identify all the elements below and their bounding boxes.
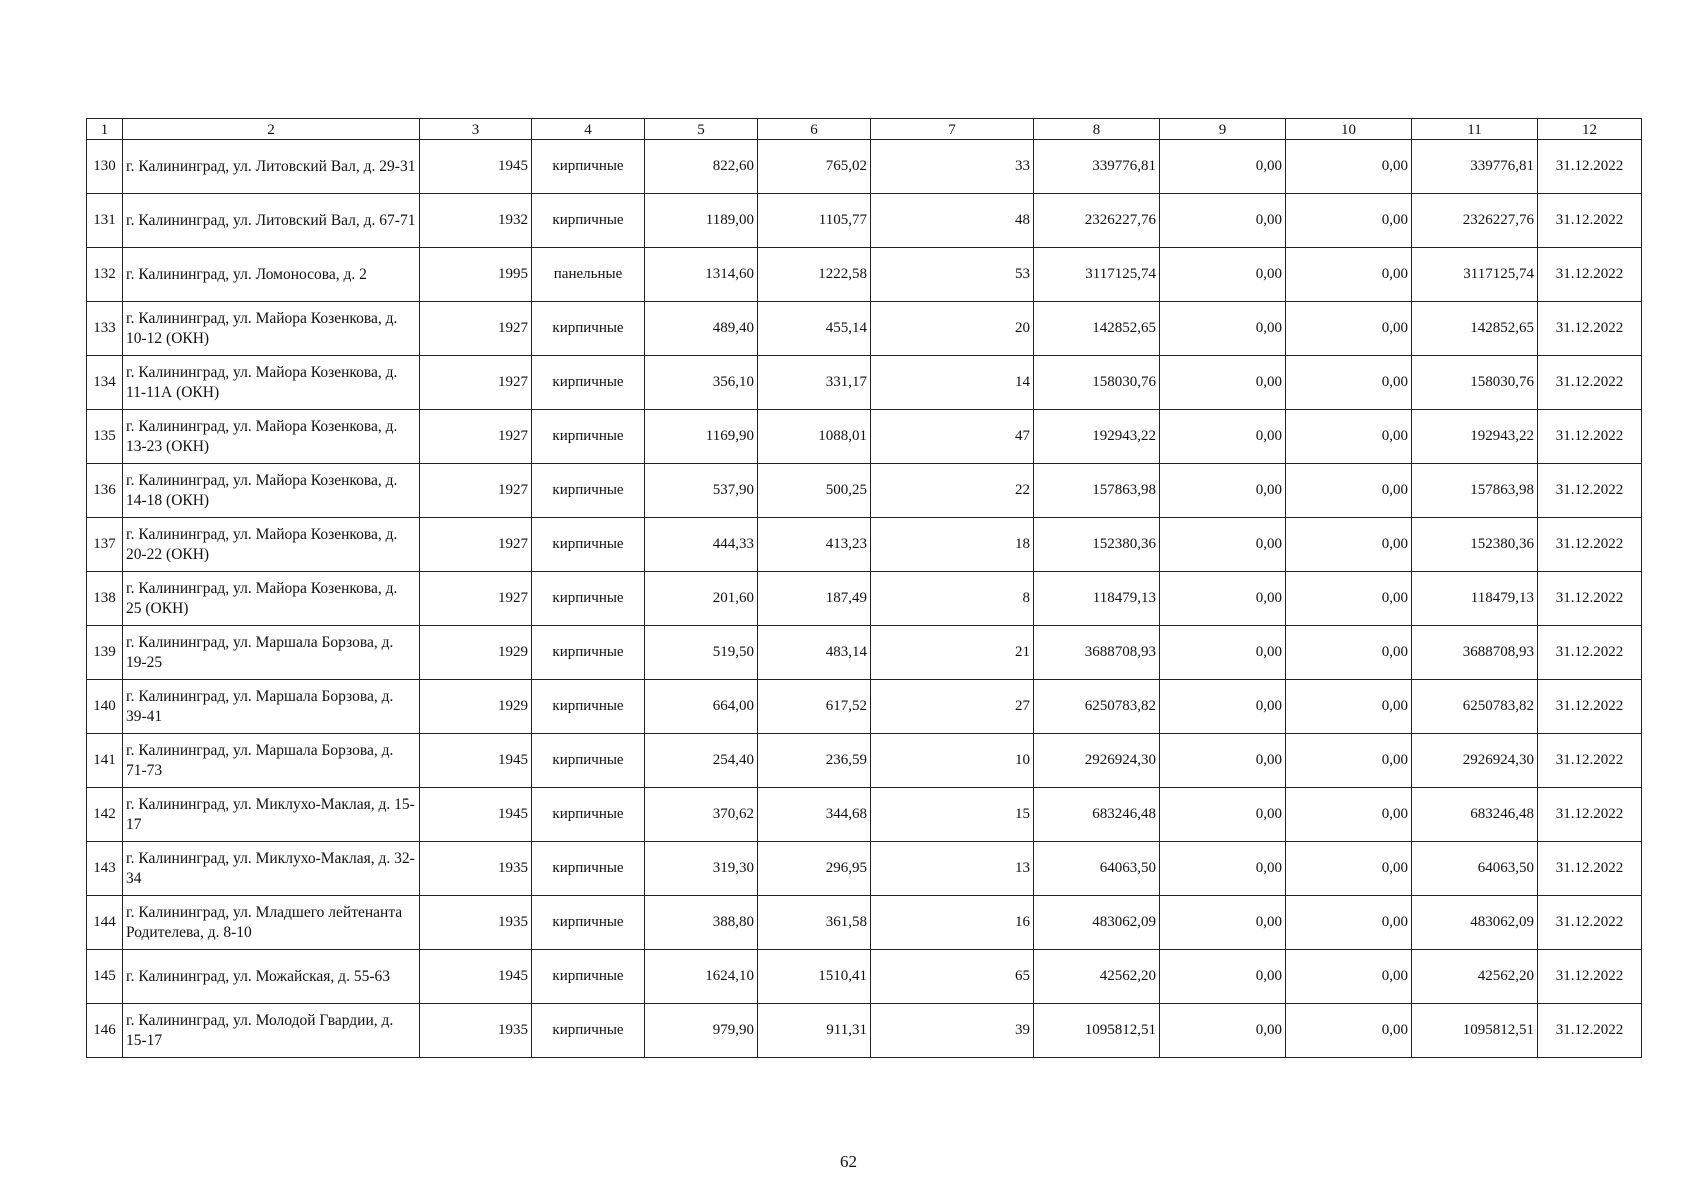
- cell-value-col-11: 142852,65: [1412, 302, 1538, 356]
- cell-row-number: 144: [87, 896, 123, 950]
- column-header-10: 10: [1286, 119, 1412, 140]
- cell-value-col-10: 0,00: [1286, 950, 1412, 1004]
- cell-value-col-10: 0,00: [1286, 572, 1412, 626]
- cell-residents: 16: [871, 896, 1034, 950]
- cell-wall-material: кирпичные: [532, 1004, 645, 1058]
- cell-row-number: 137: [87, 518, 123, 572]
- cell-total-area: 370,62: [645, 788, 758, 842]
- cell-total-area: 822,60: [645, 140, 758, 194]
- cell-wall-material: кирпичные: [532, 572, 645, 626]
- cell-address: г. Калининград, ул. Маршала Борзова, д. 19-25: [123, 626, 420, 680]
- cell-value-col-9: 0,00: [1160, 356, 1286, 410]
- cell-living-area: 911,31: [758, 1004, 871, 1058]
- cell-total-cost: 152380,36: [1034, 518, 1160, 572]
- cell-living-area: 1222,58: [758, 248, 871, 302]
- cell-row-number: 139: [87, 626, 123, 680]
- cell-value-col-9: 0,00: [1160, 194, 1286, 248]
- cell-residents: 18: [871, 518, 1034, 572]
- cell-year-built: 1945: [420, 140, 532, 194]
- cell-value-col-9: 0,00: [1160, 788, 1286, 842]
- cell-deadline-date: 31.12.2022: [1538, 896, 1642, 950]
- cell-deadline-date: 31.12.2022: [1538, 1004, 1642, 1058]
- cell-row-number: 145: [87, 950, 123, 1004]
- cell-year-built: 1929: [420, 680, 532, 734]
- cell-year-built: 1927: [420, 302, 532, 356]
- cell-residents: 8: [871, 572, 1034, 626]
- cell-address: г. Калининград, ул. Миклухо-Маклая, д. 15-17: [123, 788, 420, 842]
- cell-residents: 15: [871, 788, 1034, 842]
- cell-deadline-date: 31.12.2022: [1538, 518, 1642, 572]
- table-row: [87, 518, 1642, 572]
- cell-deadline-date: 31.12.2022: [1538, 356, 1642, 410]
- cell-living-area: 765,02: [758, 140, 871, 194]
- housing-registry-table: [86, 118, 1642, 1058]
- cell-total-cost: 6250783,82: [1034, 680, 1160, 734]
- cell-address: г. Калининград, ул. Майора Козенкова, д. 10-12 (ОКН): [123, 302, 420, 356]
- cell-value-col-9: 0,00: [1160, 302, 1286, 356]
- cell-value-col-10: 0,00: [1286, 788, 1412, 842]
- cell-residents: 27: [871, 680, 1034, 734]
- cell-total-cost: 42562,20: [1034, 950, 1160, 1004]
- cell-total-area: 356,10: [645, 356, 758, 410]
- table-row: [87, 572, 1642, 626]
- cell-year-built: 1935: [420, 896, 532, 950]
- cell-value-col-9: 0,00: [1160, 950, 1286, 1004]
- cell-total-area: 519,50: [645, 626, 758, 680]
- cell-total-cost: 339776,81: [1034, 140, 1160, 194]
- cell-total-cost: 483062,09: [1034, 896, 1160, 950]
- cell-value-col-11: 3688708,93: [1412, 626, 1538, 680]
- cell-value-col-11: 42562,20: [1412, 950, 1538, 1004]
- cell-value-col-10: 0,00: [1286, 194, 1412, 248]
- cell-value-col-9: 0,00: [1160, 896, 1286, 950]
- cell-year-built: 1927: [420, 410, 532, 464]
- cell-residents: 10: [871, 734, 1034, 788]
- cell-total-cost: 1095812,51: [1034, 1004, 1160, 1058]
- cell-value-col-10: 0,00: [1286, 248, 1412, 302]
- cell-value-col-9: 0,00: [1160, 140, 1286, 194]
- cell-total-area: 489,40: [645, 302, 758, 356]
- cell-total-area: 201,60: [645, 572, 758, 626]
- cell-deadline-date: 31.12.2022: [1538, 572, 1642, 626]
- cell-value-col-10: 0,00: [1286, 140, 1412, 194]
- cell-year-built: 1927: [420, 464, 532, 518]
- cell-residents: 14: [871, 356, 1034, 410]
- cell-total-cost: 118479,13: [1034, 572, 1160, 626]
- cell-deadline-date: 31.12.2022: [1538, 626, 1642, 680]
- table-row: [87, 626, 1642, 680]
- cell-value-col-11: 64063,50: [1412, 842, 1538, 896]
- cell-row-number: 133: [87, 302, 123, 356]
- cell-total-cost: 157863,98: [1034, 464, 1160, 518]
- cell-living-area: 617,52: [758, 680, 871, 734]
- cell-address: г. Калининград, ул. Молодой Гвардии, д. 15-17: [123, 1004, 420, 1058]
- cell-total-cost: 64063,50: [1034, 842, 1160, 896]
- cell-total-cost: 2326227,76: [1034, 194, 1160, 248]
- column-header-8: 8: [1034, 119, 1160, 140]
- table-row: [87, 464, 1642, 518]
- cell-row-number: 146: [87, 1004, 123, 1058]
- cell-wall-material: кирпичные: [532, 626, 645, 680]
- cell-value-col-9: 0,00: [1160, 410, 1286, 464]
- cell-value-col-11: 192943,22: [1412, 410, 1538, 464]
- column-header-9: 9: [1160, 119, 1286, 140]
- cell-total-area: 664,00: [645, 680, 758, 734]
- cell-residents: 47: [871, 410, 1034, 464]
- cell-address: г. Калининград, ул. Литовский Вал, д. 67-71: [123, 194, 420, 248]
- cell-year-built: 1935: [420, 842, 532, 896]
- cell-residents: 39: [871, 1004, 1034, 1058]
- column-header-2: 2: [123, 119, 420, 140]
- cell-living-area: 344,68: [758, 788, 871, 842]
- cell-row-number: 138: [87, 572, 123, 626]
- cell-deadline-date: 31.12.2022: [1538, 842, 1642, 896]
- cell-living-area: 455,14: [758, 302, 871, 356]
- cell-deadline-date: 31.12.2022: [1538, 734, 1642, 788]
- column-header-12: 12: [1538, 119, 1642, 140]
- cell-living-area: 296,95: [758, 842, 871, 896]
- cell-address: г. Калининград, ул. Можайская, д. 55-63: [123, 950, 420, 1004]
- cell-value-col-11: 2326227,76: [1412, 194, 1538, 248]
- cell-wall-material: кирпичные: [532, 680, 645, 734]
- cell-residents: 53: [871, 248, 1034, 302]
- cell-value-col-11: 2926924,30: [1412, 734, 1538, 788]
- cell-value-col-9: 0,00: [1160, 572, 1286, 626]
- cell-total-cost: 3117125,74: [1034, 248, 1160, 302]
- cell-address: г. Калининград, ул. Майора Козенкова, д. 14-18 (ОКН): [123, 464, 420, 518]
- cell-residents: 22: [871, 464, 1034, 518]
- cell-address: г. Калининград, ул. Майора Козенкова, д. 11-11А (ОКН): [123, 356, 420, 410]
- cell-row-number: 132: [87, 248, 123, 302]
- cell-value-col-11: 6250783,82: [1412, 680, 1538, 734]
- table-row: [87, 356, 1642, 410]
- cell-row-number: 135: [87, 410, 123, 464]
- cell-residents: 65: [871, 950, 1034, 1004]
- cell-deadline-date: 31.12.2022: [1538, 410, 1642, 464]
- column-header-1: 1: [87, 119, 123, 140]
- cell-value-col-11: 3117125,74: [1412, 248, 1538, 302]
- cell-value-col-9: 0,00: [1160, 734, 1286, 788]
- cell-year-built: 1927: [420, 356, 532, 410]
- cell-total-area: 1169,90: [645, 410, 758, 464]
- cell-residents: 33: [871, 140, 1034, 194]
- cell-total-area: 1189,00: [645, 194, 758, 248]
- column-number-header-row: [87, 119, 1642, 140]
- cell-year-built: 1927: [420, 518, 532, 572]
- cell-wall-material: кирпичные: [532, 734, 645, 788]
- cell-value-col-10: 0,00: [1286, 302, 1412, 356]
- document-sheet: [86, 118, 1641, 1058]
- cell-living-area: 236,59: [758, 734, 871, 788]
- cell-wall-material: кирпичные: [532, 518, 645, 572]
- cell-value-col-10: 0,00: [1286, 734, 1412, 788]
- cell-row-number: 136: [87, 464, 123, 518]
- cell-total-area: 1314,60: [645, 248, 758, 302]
- cell-living-area: 187,49: [758, 572, 871, 626]
- cell-total-area: 537,90: [645, 464, 758, 518]
- cell-residents: 13: [871, 842, 1034, 896]
- cell-value-col-11: 118479,13: [1412, 572, 1538, 626]
- cell-value-col-10: 0,00: [1286, 410, 1412, 464]
- cell-value-col-9: 0,00: [1160, 1004, 1286, 1058]
- cell-total-area: 1624,10: [645, 950, 758, 1004]
- cell-year-built: 1929: [420, 626, 532, 680]
- cell-year-built: 1945: [420, 950, 532, 1004]
- cell-total-cost: 683246,48: [1034, 788, 1160, 842]
- cell-address: г. Калининград, ул. Ломоносова, д. 2: [123, 248, 420, 302]
- cell-address: г. Калининград, ул. Младшего лейтенанта Родителева, д. 8-10: [123, 896, 420, 950]
- cell-deadline-date: 31.12.2022: [1538, 140, 1642, 194]
- table-row: [87, 1004, 1642, 1058]
- table-row: [87, 788, 1642, 842]
- cell-value-col-9: 0,00: [1160, 248, 1286, 302]
- cell-address: г. Калининград, ул. Майора Козенкова, д. 13-23 (ОКН): [123, 410, 420, 464]
- cell-wall-material: кирпичные: [532, 302, 645, 356]
- column-header-4: 4: [532, 119, 645, 140]
- cell-year-built: 1945: [420, 788, 532, 842]
- table-row: [87, 896, 1642, 950]
- cell-address: г. Калининград, ул. Литовский Вал, д. 29-31: [123, 140, 420, 194]
- cell-living-area: 413,23: [758, 518, 871, 572]
- cell-total-area: 388,80: [645, 896, 758, 950]
- column-header-6: 6: [758, 119, 871, 140]
- cell-address: г. Калининград, ул. Майора Козенкова, д. 20-22 (ОКН): [123, 518, 420, 572]
- table-row: [87, 302, 1642, 356]
- table-row: [87, 194, 1642, 248]
- cell-total-cost: 158030,76: [1034, 356, 1160, 410]
- table-row: [87, 410, 1642, 464]
- cell-total-cost: 3688708,93: [1034, 626, 1160, 680]
- cell-deadline-date: 31.12.2022: [1538, 464, 1642, 518]
- cell-wall-material: кирпичные: [532, 896, 645, 950]
- cell-wall-material: кирпичные: [532, 842, 645, 896]
- cell-value-col-11: 1095812,51: [1412, 1004, 1538, 1058]
- table-row: [87, 842, 1642, 896]
- cell-year-built: 1932: [420, 194, 532, 248]
- cell-address: г. Калининград, ул. Маршала Борзова, д. 39-41: [123, 680, 420, 734]
- column-header-3: 3: [420, 119, 532, 140]
- cell-value-col-10: 0,00: [1286, 842, 1412, 896]
- cell-value-col-10: 0,00: [1286, 1004, 1412, 1058]
- cell-total-cost: 2926924,30: [1034, 734, 1160, 788]
- page-number: 62: [840, 1152, 857, 1171]
- table-row: [87, 680, 1642, 734]
- cell-wall-material: кирпичные: [532, 356, 645, 410]
- cell-year-built: 1935: [420, 1004, 532, 1058]
- cell-deadline-date: 31.12.2022: [1538, 302, 1642, 356]
- cell-wall-material: кирпичные: [532, 410, 645, 464]
- cell-value-col-9: 0,00: [1160, 842, 1286, 896]
- cell-deadline-date: 31.12.2022: [1538, 194, 1642, 248]
- cell-total-cost: 192943,22: [1034, 410, 1160, 464]
- cell-deadline-date: 31.12.2022: [1538, 788, 1642, 842]
- cell-deadline-date: 31.12.2022: [1538, 680, 1642, 734]
- cell-deadline-date: 31.12.2022: [1538, 950, 1642, 1004]
- cell-value-col-10: 0,00: [1286, 680, 1412, 734]
- cell-residents: 21: [871, 626, 1034, 680]
- cell-value-col-11: 339776,81: [1412, 140, 1538, 194]
- cell-wall-material: кирпичные: [532, 140, 645, 194]
- cell-year-built: 1927: [420, 572, 532, 626]
- cell-living-area: 361,58: [758, 896, 871, 950]
- cell-living-area: 1088,01: [758, 410, 871, 464]
- cell-row-number: 143: [87, 842, 123, 896]
- cell-value-col-11: 483062,09: [1412, 896, 1538, 950]
- cell-value-col-9: 0,00: [1160, 680, 1286, 734]
- cell-value-col-11: 152380,36: [1412, 518, 1538, 572]
- cell-value-col-10: 0,00: [1286, 464, 1412, 518]
- cell-value-col-10: 0,00: [1286, 626, 1412, 680]
- cell-total-cost: 142852,65: [1034, 302, 1160, 356]
- cell-value-col-9: 0,00: [1160, 518, 1286, 572]
- cell-value-col-9: 0,00: [1160, 626, 1286, 680]
- cell-residents: 48: [871, 194, 1034, 248]
- cell-year-built: 1945: [420, 734, 532, 788]
- cell-wall-material: кирпичные: [532, 950, 645, 1004]
- column-header-11: 11: [1412, 119, 1538, 140]
- cell-value-col-11: 683246,48: [1412, 788, 1538, 842]
- table-row: [87, 140, 1642, 194]
- cell-value-col-10: 0,00: [1286, 896, 1412, 950]
- cell-row-number: 134: [87, 356, 123, 410]
- cell-living-area: 483,14: [758, 626, 871, 680]
- cell-value-col-9: 0,00: [1160, 464, 1286, 518]
- cell-living-area: 1510,41: [758, 950, 871, 1004]
- cell-total-area: 254,40: [645, 734, 758, 788]
- cell-row-number: 140: [87, 680, 123, 734]
- column-header-5: 5: [645, 119, 758, 140]
- cell-value-col-10: 0,00: [1286, 356, 1412, 410]
- cell-address: г. Калининград, ул. Маршала Борзова, д. 71-73: [123, 734, 420, 788]
- cell-residents: 20: [871, 302, 1034, 356]
- cell-row-number: 131: [87, 194, 123, 248]
- cell-total-area: 979,90: [645, 1004, 758, 1058]
- cell-living-area: 1105,77: [758, 194, 871, 248]
- cell-wall-material: панельные: [532, 248, 645, 302]
- cell-row-number: 141: [87, 734, 123, 788]
- table-row: [87, 950, 1642, 1004]
- table-body: [87, 140, 1642, 1058]
- table-row: [87, 248, 1642, 302]
- cell-year-built: 1995: [420, 248, 532, 302]
- cell-value-col-10: 0,00: [1286, 518, 1412, 572]
- table-row: [87, 734, 1642, 788]
- cell-total-area: 319,30: [645, 842, 758, 896]
- cell-row-number: 130: [87, 140, 123, 194]
- cell-address: г. Калининград, ул. Миклухо-Маклая, д. 32-34: [123, 842, 420, 896]
- column-header-7: 7: [871, 119, 1034, 140]
- cell-address: г. Калининград, ул. Майора Козенкова, д. 25 (ОКН): [123, 572, 420, 626]
- cell-living-area: 500,25: [758, 464, 871, 518]
- cell-value-col-11: 157863,98: [1412, 464, 1538, 518]
- cell-deadline-date: 31.12.2022: [1538, 248, 1642, 302]
- cell-wall-material: кирпичные: [532, 194, 645, 248]
- cell-total-area: 444,33: [645, 518, 758, 572]
- cell-wall-material: кирпичные: [532, 464, 645, 518]
- cell-living-area: 331,17: [758, 356, 871, 410]
- cell-value-col-11: 158030,76: [1412, 356, 1538, 410]
- cell-wall-material: кирпичные: [532, 788, 645, 842]
- cell-row-number: 142: [87, 788, 123, 842]
